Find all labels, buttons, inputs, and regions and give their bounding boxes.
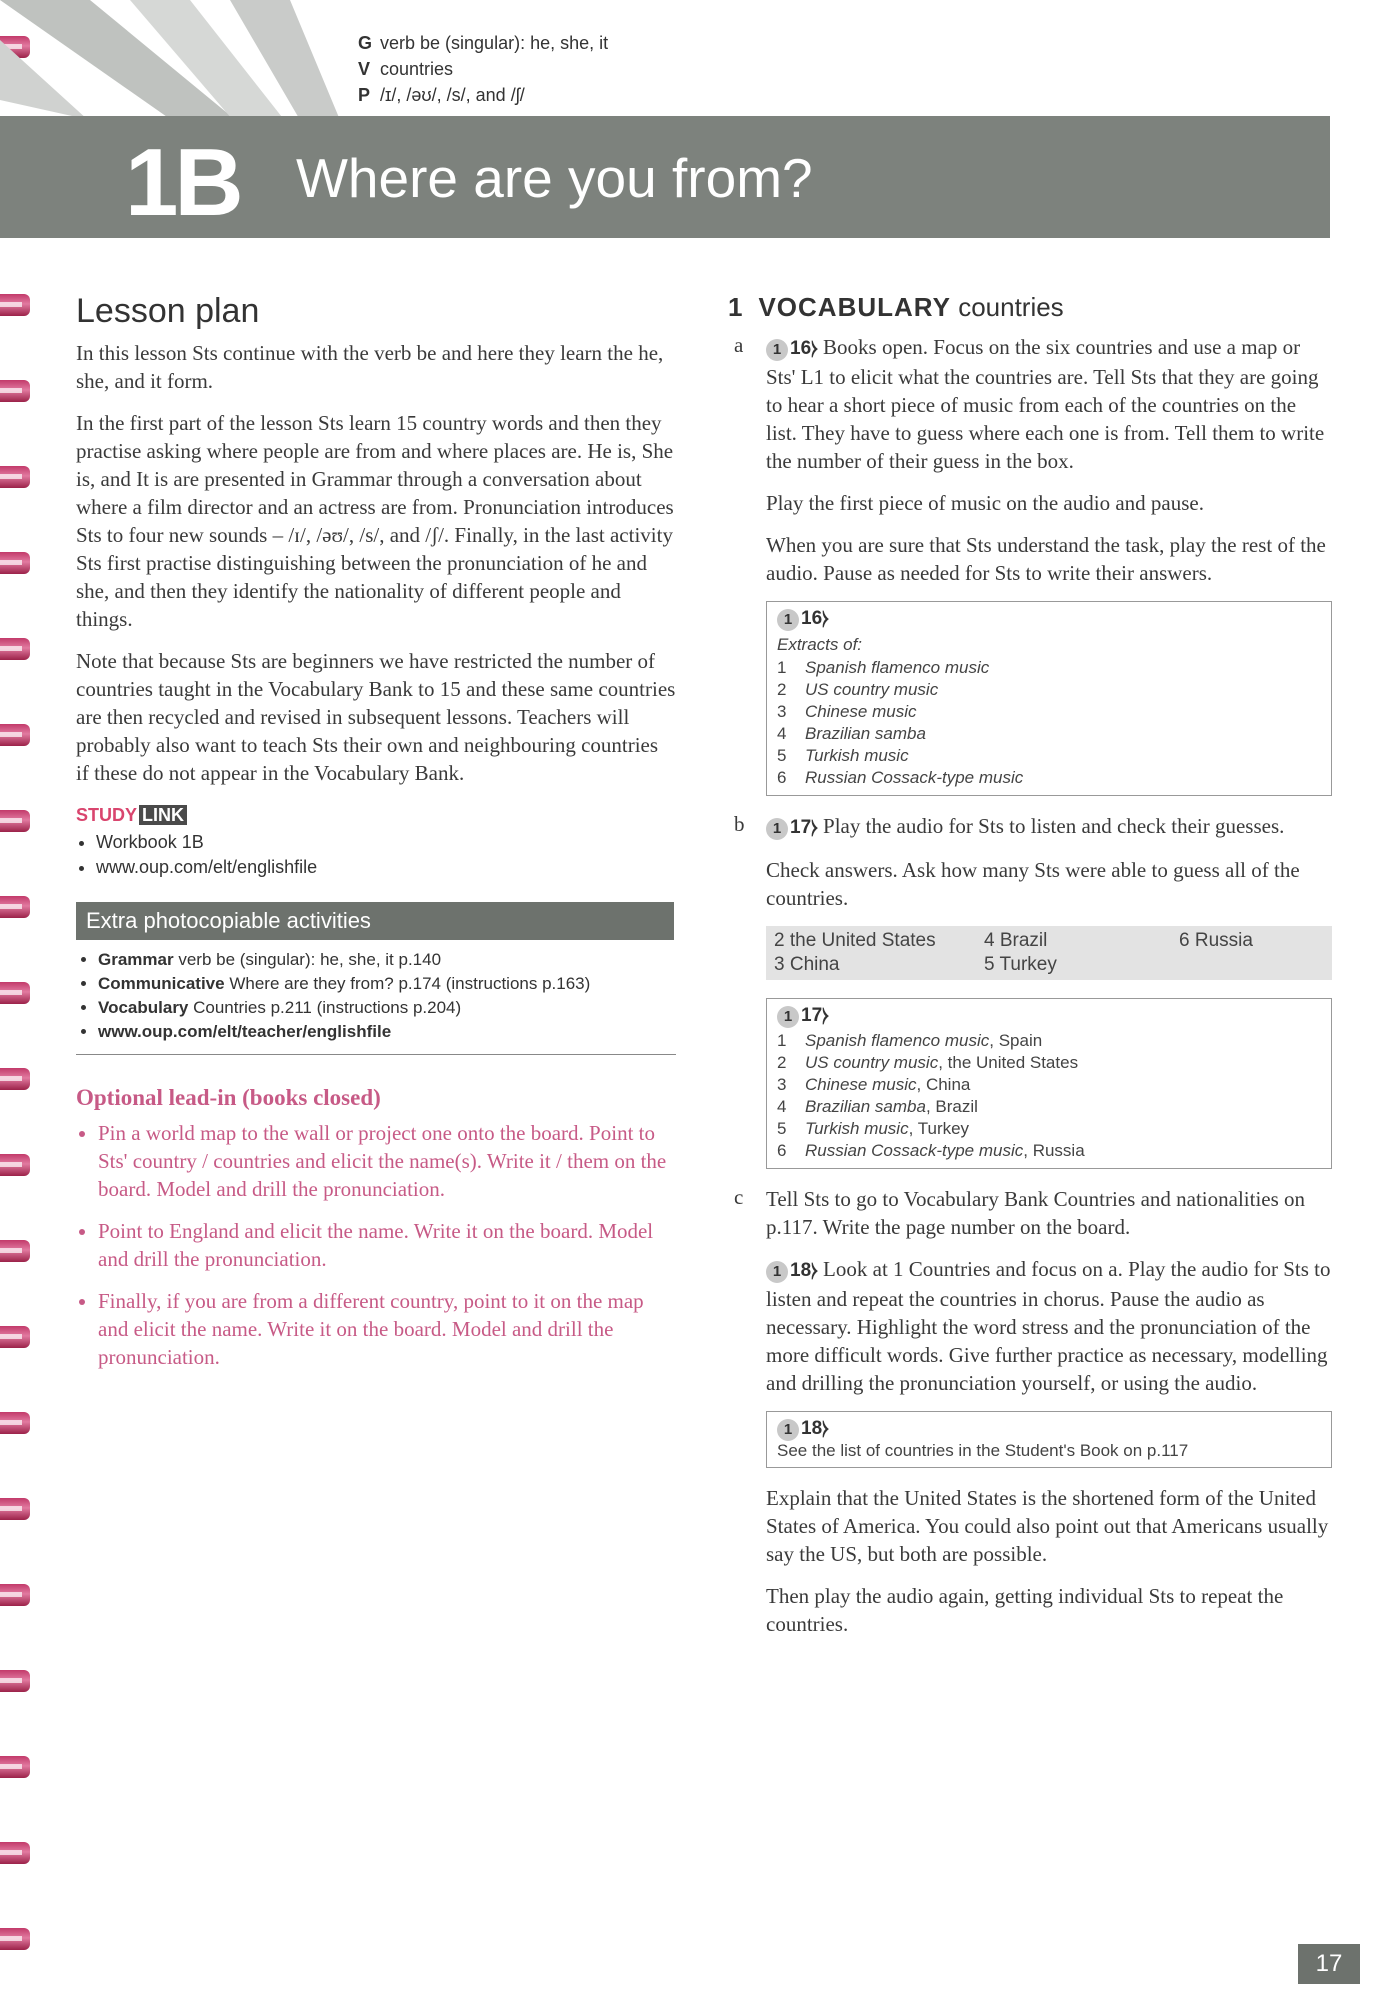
list-item: 6 Russian Cossack-type music <box>777 768 1024 787</box>
exercise-paragraph: Tell Sts to go to Vocabulary Bank Countries and nationalities on p.117. Write the page number on the board. <box>766 1187 1306 1239</box>
list-item: 6 Russian Cossack-type music, Russia <box>777 1141 1085 1160</box>
list-item: • Communicative Where are they from? p.174 (instructions p.163) <box>98 972 676 996</box>
answer-key <box>766 926 1332 980</box>
audio-script-box <box>766 1411 1332 1468</box>
lesson-plan-paragraph: In this lesson Sts continue with the verb be and here they learn the he, she, and it form. <box>76 341 664 393</box>
study-link-url[interactable]: • www.oup.com/elt/englishfile <box>96 855 676 880</box>
script-list <box>777 1030 1321 1162</box>
spiral-binding <box>0 0 36 2000</box>
divider <box>76 1054 676 1055</box>
binding-ring <box>0 1412 30 1434</box>
list-item: • Vocabulary Countries p.211 (instructions p.204) <box>98 996 676 1020</box>
answer: 5 Turkey <box>984 954 1057 975</box>
right-column <box>728 292 1332 1652</box>
script-list <box>777 657 1321 789</box>
lesson-plan-title: Lesson plan <box>76 292 260 330</box>
exercise-paragraph: When you are sure that Sts understand the task, play the rest of the audio. Pause as needed for Sts to write their answers. <box>766 533 1326 585</box>
teacher-site-link[interactable]: • www.oup.com/elt/teacher/englishfile <box>98 1020 676 1044</box>
binding-ring <box>0 638 30 660</box>
script-text: See the list of countries in the Student's Book on p.117 <box>777 1441 1189 1460</box>
exercise-c <box>728 1185 1332 1638</box>
binding-ring <box>0 380 30 402</box>
binding-ring <box>0 1756 30 1778</box>
optional-leadin-list <box>76 1119 676 1371</box>
list-item: • Pin a world map to the wall or project one onto the board. Point to Sts' country / countries and elicit the name(s). Write it / them on the board. Model and drill the pronunciation. <box>98 1119 676 1203</box>
answer: 3 China <box>774 954 840 975</box>
binding-ring <box>0 1842 30 1864</box>
binding-ring <box>0 724 30 746</box>
binding-ring <box>0 1670 30 1692</box>
list-item: 4 Brazilian samba, Brazil <box>777 1097 978 1116</box>
list-item: • Workbook 1B <box>96 830 676 855</box>
optional-leadin-title: Optional lead-in (books closed) <box>76 1085 381 1110</box>
binding-ring <box>0 810 30 832</box>
extra-activities-list <box>76 948 676 1044</box>
exercise-paragraph: 1 17⧽ Play the audio for Sts to listen and check their guesses. <box>766 812 1332 842</box>
unit-code: 1B <box>125 129 240 236</box>
audio-track-icon: 1 18⧽ <box>777 1418 829 1441</box>
extra-activities-title: Extra photocopiable activities <box>76 902 674 940</box>
list-item: 4 Brazilian samba <box>777 724 926 743</box>
audio-track-icon: 1 16⧽ <box>777 608 829 631</box>
exercise-paragraph: Explain that the United States is the shortened form of the United States of America. You could also point out that Americans usually say the US, but both are possible. <box>766 1486 1329 1566</box>
list-item: 2 US country music <box>777 680 939 699</box>
answer: 2 the United States <box>774 930 936 951</box>
page-number: 17 <box>1298 1944 1360 1984</box>
audio-script-box <box>766 998 1332 1169</box>
audio-track-icon: 1 18⧽ <box>766 1257 818 1285</box>
binding-ring <box>0 1068 30 1090</box>
audio-track-icon: 1 17⧽ <box>766 814 818 842</box>
lesson-summary <box>358 30 608 108</box>
list-item: • Grammar verb be (singular): he, she, it p.140 <box>98 948 676 972</box>
list-item: 1 Spanish flamenco music <box>777 658 990 677</box>
binding-ring <box>0 1928 30 1950</box>
binding-ring <box>0 294 30 316</box>
binding-ring <box>0 896 30 918</box>
exercise-paragraph: Then play the audio again, getting individual Sts to repeat the countries. <box>766 1584 1284 1636</box>
binding-ring <box>0 466 30 488</box>
exercise-letter: a <box>734 333 744 357</box>
binding-ring <box>0 1240 30 1262</box>
exercise-letter: b <box>734 812 745 836</box>
list-item: • Point to England and elicit the name. Write it on the board. Model and drill the pronunciation. <box>98 1217 676 1273</box>
grammar-line: G verb be (singular): he, she, it <box>358 33 609 53</box>
list-item: 3 Chinese music, China <box>777 1075 971 1094</box>
exercise-a <box>728 333 1332 796</box>
answer: 6 Russia <box>1179 930 1253 951</box>
lesson-plan-paragraph: In the first part of the lesson Sts learn 15 country words and then they practise asking where people are from and where places are. He is, She is, and It is are presented in Grammar through a conversation about where a film director and an actress are from. Pronunciation introduces Sts to four new sounds – /ɪ/, /əʊ/, /s/, and /ʃ/. Finally, in the last activity Sts first practise distinguishing between the pronunciation of he and she, and then they identify the nationality of different people and things. <box>76 411 674 631</box>
exercise-paragraph: Play the first piece of music on the audio and pause. <box>766 491 1204 515</box>
list-item: 1 Spanish flamenco music, Spain <box>777 1031 1043 1050</box>
binding-ring <box>0 1498 30 1520</box>
audio-script-box: 1 16⧽ Extracts of: 1 Spanish flamenco music 2 US country music 3 Chinese music 4 Brazilian samba 5 Turkish music 6 Russian Cossack-type music <box>766 601 1332 796</box>
study-link-heading: STUDY LINK <box>76 805 676 826</box>
unit-title: Where are you from? <box>296 147 813 209</box>
list-item: 5 Turkish music, Turkey <box>777 1119 970 1138</box>
study-link-block <box>76 805 676 880</box>
binding-ring <box>0 1154 30 1176</box>
binding-ring <box>0 982 30 1004</box>
exercise-paragraph: 1 18⧽ Look at 1 Countries and focus on a. Play the audio for Sts to listen and repeat the countries in chorus. Pause the audio as necessary. Highlight the word stress and the pronunciation of the more difficult words. Give further practice as necessary, modelling and drilling the pronunciation yourself, or using the audio. <box>766 1257 1331 1395</box>
pron-line: P /ɪ/, /əʊ/, /s/, and /ʃ/ <box>358 85 525 105</box>
audio-track-icon: 1 16⧽ <box>766 335 818 363</box>
study-link-list <box>76 830 676 880</box>
exercise-paragraph: Check answers. Ask how many Sts were able to guess all of the countries. <box>766 858 1300 910</box>
answer <box>1179 954 1339 976</box>
section-heading: 1 VOCABULARY countries <box>728 292 1064 322</box>
left-column <box>76 292 676 1385</box>
answer: 4 Brazil <box>984 930 1048 951</box>
vocab-line: V countries <box>358 59 454 79</box>
list-item: • Finally, if you are from a different country, point to it on the map and elicit the name. Write it on the board. Model and drill the pronunciation. <box>98 1287 676 1371</box>
audio-track-icon: 1 17⧽ <box>777 1005 829 1028</box>
binding-ring <box>0 552 30 574</box>
exercise-letter: c <box>734 1185 744 1209</box>
binding-ring <box>0 1584 30 1606</box>
lesson-plan-paragraph: Note that because Sts are beginners we have restricted the number of countries taught in the Vocabulary Bank to 15 and these same countries are then recycled and revised in subsequent lessons. Teachers will probably also want to teach Sts their own and neighbouring countries if these do not appear in the Vocabulary Bank. <box>76 649 676 785</box>
list-item: 2 US country music, the United States <box>777 1053 1079 1072</box>
exercise-b <box>728 812 1332 1169</box>
exercise-paragraph: 1 16⧽ Books open. Focus on the six countries and use a map or Sts' L1 to elicit what the countries are. Tell Sts that they are going to hear a short piece of music from each of the countries on the list. They have to guess where each one is from. Tell them to write the number of their guess in the box. <box>766 335 1325 473</box>
list-item: 5 Turkish music <box>777 746 909 765</box>
binding-ring <box>0 1326 30 1348</box>
list-item: 3 Chinese music <box>777 702 917 721</box>
